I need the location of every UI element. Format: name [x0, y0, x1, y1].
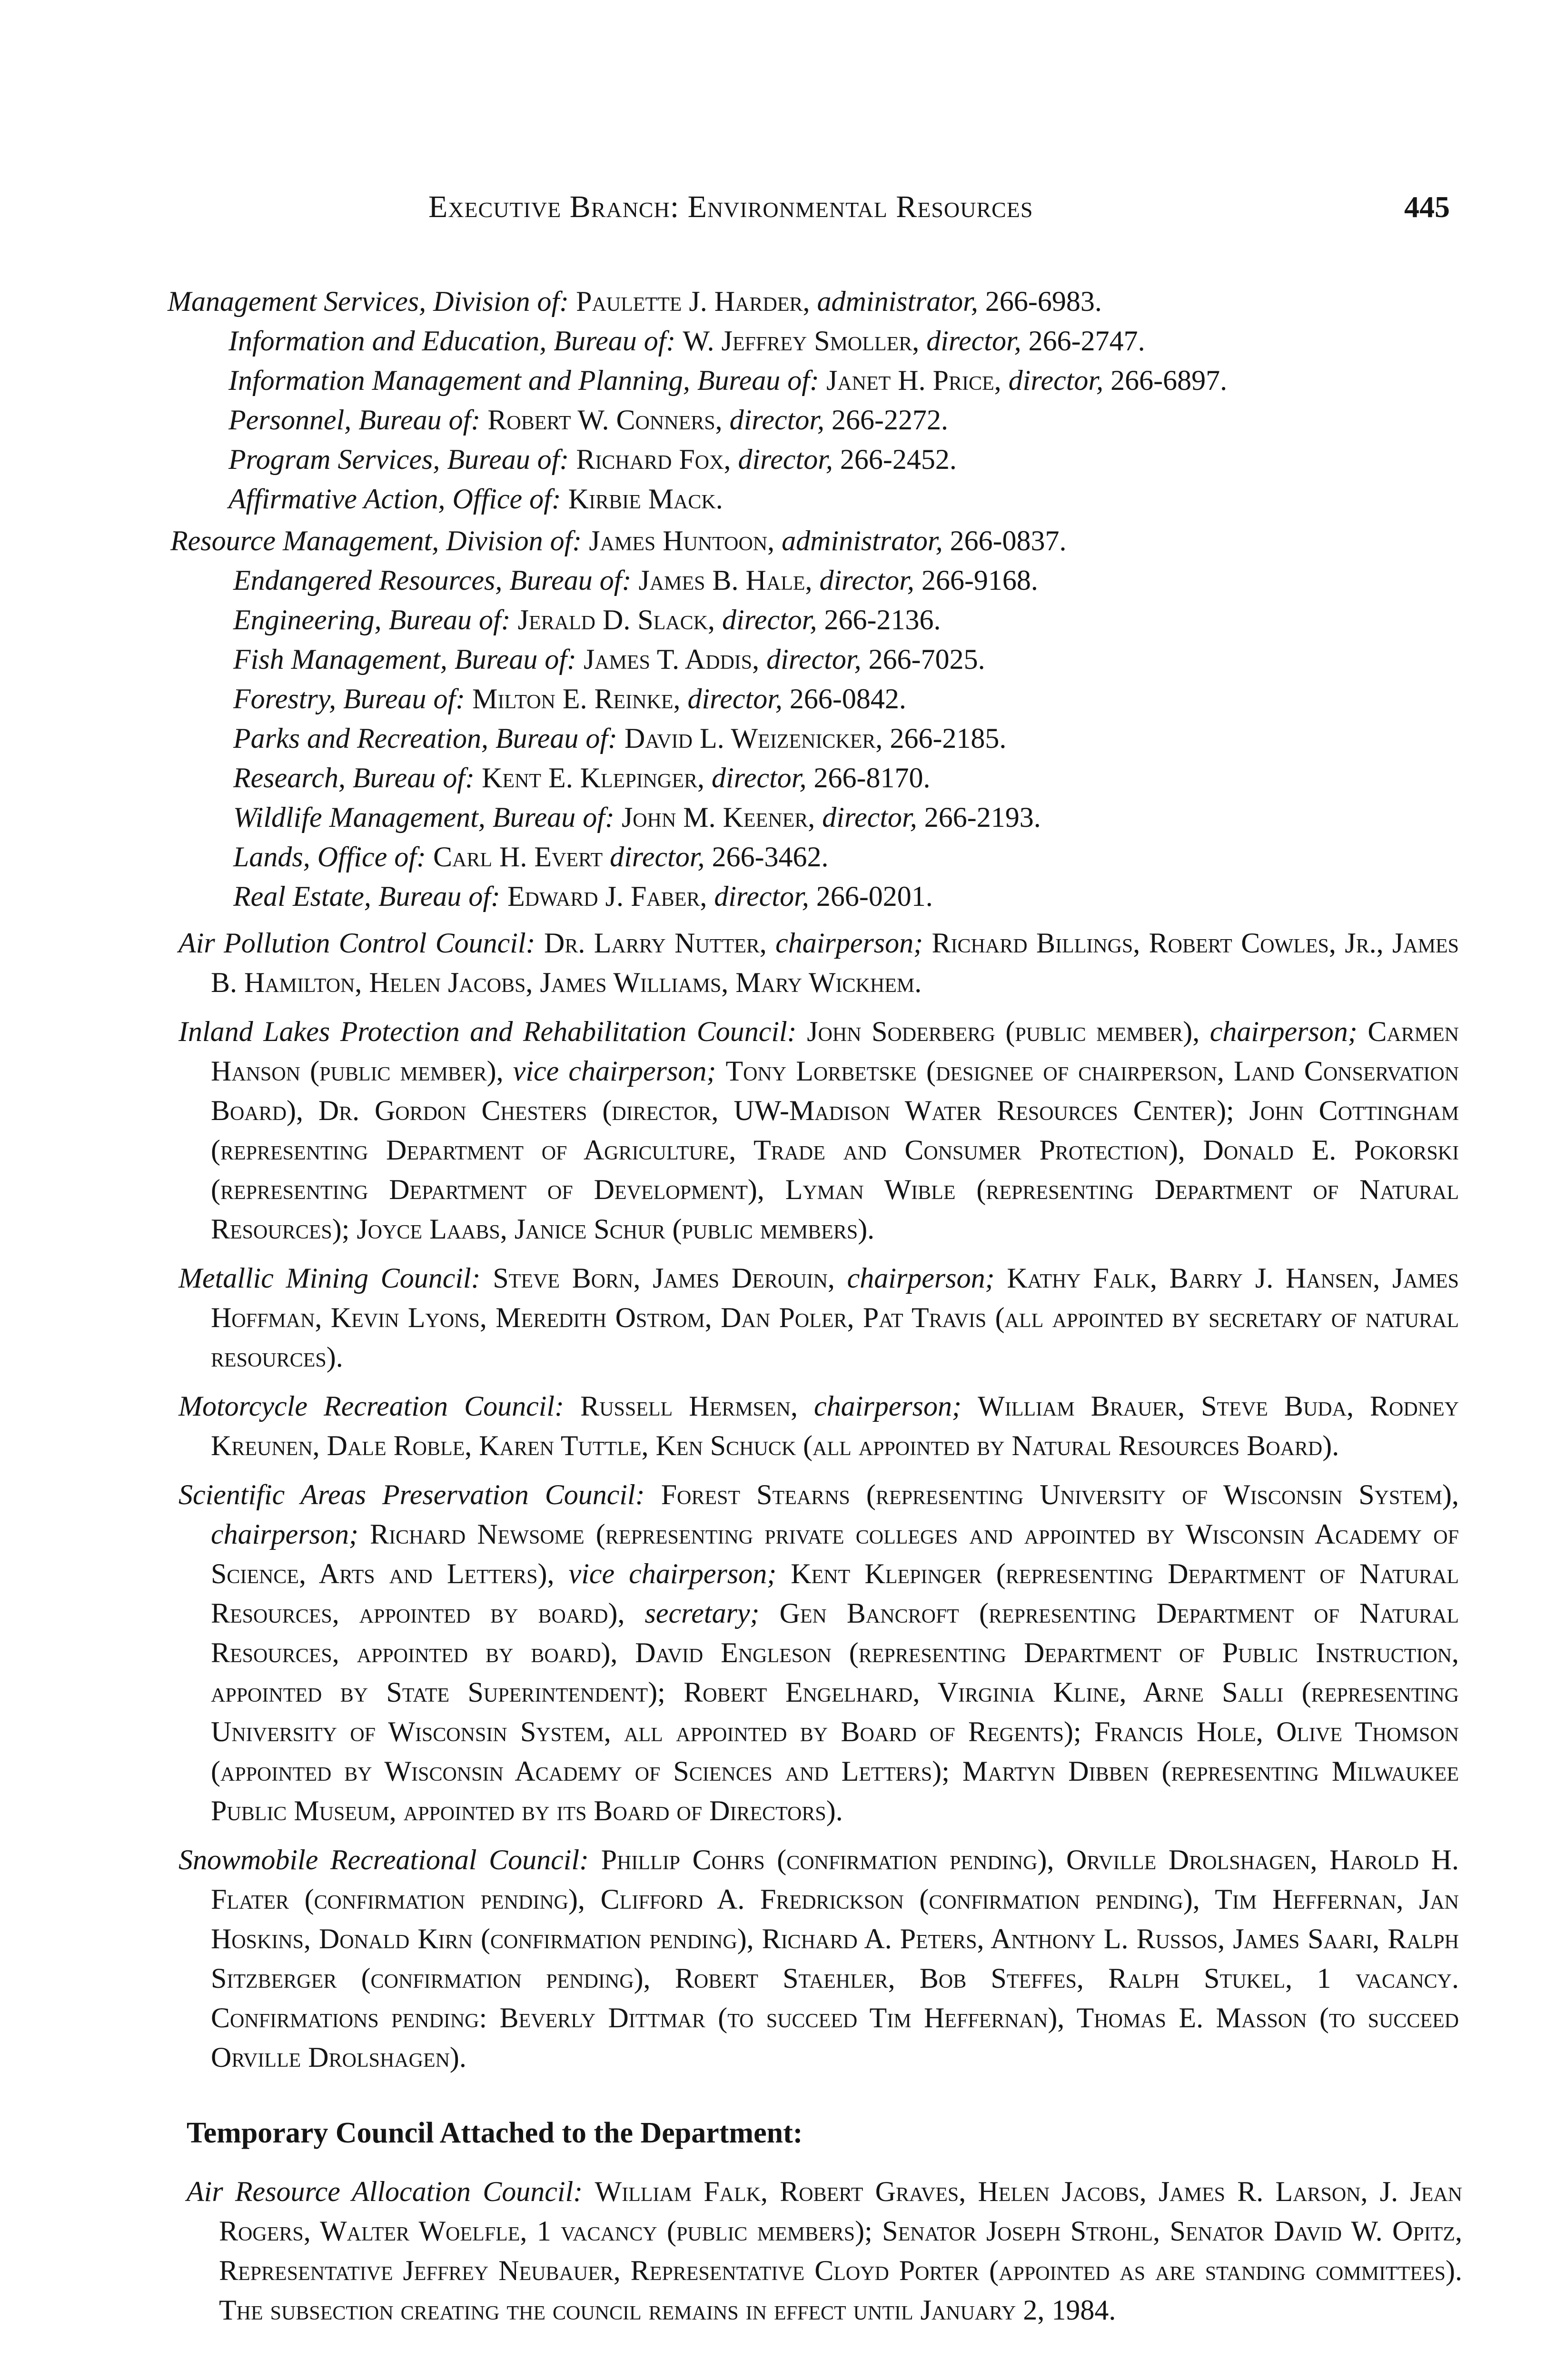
section-heading: Temporary Council Attached to the Department:	[187, 2117, 803, 2149]
council-role: chairperson;	[1209, 1016, 1358, 1047]
council-role: chairperson;	[211, 1518, 358, 1550]
division-phone: 266-6983.	[985, 286, 1102, 317]
resource-management-entry	[170, 521, 1456, 561]
bureau-director-name: Milton E. Reinke,	[472, 683, 681, 714]
bureau-role: director,	[687, 683, 783, 714]
council-label: Air Pollution Control Council:	[178, 927, 535, 959]
bureau-entry	[228, 361, 1453, 400]
bureau-phone: 266-7025.	[868, 644, 985, 675]
bureau-phone: 266-0842.	[789, 683, 906, 714]
bureau-entry	[233, 679, 1456, 719]
council-role: vice chairperson;	[568, 1558, 777, 1589]
page-number: 445	[1404, 190, 1450, 224]
bureau-label: Engineering, Bureau of:	[233, 604, 511, 635]
bureau-director-name: W. Jeffrey Smoller,	[683, 325, 920, 357]
bureau-label: Wildlife Management, Bureau of:	[233, 802, 614, 833]
office-label: Lands, Office of:	[233, 841, 426, 873]
council-role: chairperson;	[775, 927, 923, 959]
division-phone: 266-0837.	[950, 525, 1067, 556]
council-members: Steve Born, James Derouin,	[493, 1262, 835, 1294]
management-services-section	[168, 282, 1453, 519]
bureau-label: Real Estate, Bureau of:	[233, 881, 500, 912]
office-entry	[228, 479, 1453, 519]
council-label: Scientific Areas Preservation Council:	[178, 1479, 645, 1510]
bureau-phone: 266-0201.	[816, 881, 933, 912]
council-scientific-areas	[178, 1475, 1459, 1831]
bureau-director-name: James T. Addis,	[583, 644, 760, 675]
bureau-entry	[228, 400, 1453, 440]
administrator-name: Paulette J. Harder,	[576, 286, 810, 317]
bureau-entry	[228, 440, 1453, 479]
council-air-pollution	[178, 923, 1459, 1002]
bureau-director-name: Kent E. Klepinger,	[482, 762, 705, 793]
office-head-name: Kirbie Mack.	[568, 483, 723, 515]
division-label: Management Services, Division of:	[168, 286, 569, 317]
administrator-role: administrator,	[782, 525, 943, 556]
bureau-role: director,	[722, 604, 817, 635]
office-entry	[233, 837, 1456, 877]
office-phone: 266-3462.	[712, 841, 829, 873]
council-members: William Falk, Robert Graves, Helen Jacobs, James R. Larson, J. Jean Rogers, Walter Woelfle, 1 vacancy (public members); Senator Joseph Strohl, Senator David W. Opitz, Representative Jeffrey Neubauer, Representative Cloyd Porter (appointed as are standing committees). The subsection creating the council remains in effect until January 2, 1984.	[219, 2176, 1462, 2326]
bureau-role: director,	[712, 762, 807, 793]
bureau-phone: 266-2452.	[840, 444, 957, 475]
bureau-entry	[233, 758, 1456, 798]
council-inland-lakes	[178, 1012, 1459, 1249]
division-label: Resource Management, Division of:	[170, 525, 582, 556]
council-air-resource-allocation	[187, 2172, 1462, 2330]
council-role: secretary;	[644, 1597, 760, 1629]
council-snowmobile	[178, 1840, 1459, 2077]
bureau-phone: 266-9168.	[921, 565, 1038, 596]
bureau-director-name: Jerald D. Slack,	[517, 604, 715, 635]
council-members: William Brauer, Steve Buda, Rodney Kreunen, Dale Roble, Karen Tuttle, Ken Schuck (all appointed by Natural Resources Board).	[211, 1390, 1459, 1461]
bureau-entry	[233, 600, 1456, 640]
council-label: Air Resource Allocation Council:	[187, 2176, 583, 2207]
office-role: director,	[610, 841, 705, 873]
office-label: Affirmative Action, Office of:	[228, 483, 561, 515]
council-members: Tony Lorbetske (designee of chairperson, Land Conservation Board), Dr. Gordon Chesters (director, UW-Madison Water Resources Center); John Cottingham (representing Department of Agriculture, Trade and Consumer Protection), Donald E. Pokorski (representing Department of Development), Lyman Wible (representing Department of Natural Resources); Joyce Laabs, Janice Schur (public members).	[211, 1055, 1459, 1245]
bureau-director-name: John M. Keener,	[621, 802, 815, 833]
council-label: Snowmobile Recreational Council:	[178, 1844, 589, 1875]
council-role: vice chairperson;	[513, 1055, 716, 1087]
council-members: John Soderberg (public member),	[807, 1016, 1200, 1047]
bureau-label: Information and Education, Bureau of:	[228, 325, 676, 357]
page-header: Executive Branch: Environmental Resources	[428, 189, 1033, 224]
councils-section	[178, 923, 1459, 2077]
resource-management-section	[170, 521, 1456, 916]
bureau-role: director,	[714, 881, 809, 912]
bureau-director-name: James B. Hale,	[638, 565, 813, 596]
bureau-label: Forestry, Bureau of:	[233, 683, 466, 714]
council-members: Kent Klepinger (representing Department of Natural Resources, appointed by board),	[211, 1558, 1459, 1629]
council-motorcycle	[178, 1387, 1459, 1466]
bureau-role: director,	[738, 444, 833, 475]
council-members: Russell Hermsen,	[580, 1390, 798, 1422]
bureau-entry	[233, 640, 1456, 679]
administrator-name: James Huntoon,	[589, 525, 775, 556]
administrator-role: administrator,	[817, 286, 978, 317]
bureau-entry	[233, 877, 1456, 916]
bureau-label: Personnel, Bureau of:	[228, 404, 481, 436]
council-members: Kathy Falk, Barry J. Hansen, James Hoffman, Kevin Lyons, Meredith Ostrom, Dan Poler, Pat Travis (all appointed by secretary of natural resources).	[211, 1262, 1459, 1373]
bureau-phone: 266-2193.	[924, 802, 1041, 833]
bureau-director-name: David L. Weizenicker,	[624, 723, 883, 754]
bureau-entry	[233, 719, 1456, 758]
council-members: Gen Bancroft (representing Department of Natural Resources, appointed by board), David Engleson (representing Department of Public Instruction, appointed by State Superintendent); Robert Engelhard, Virginia Kline, Arne Salli (representing University of Wisconsin System, all appointed by Board of Regents); Francis Hole, Olive Thomson (appointed by Wisconsin Academy of Sciences and Letters); Martyn Dibben (representing Milwaukee Public Museum, appointed by its Board of Directors).	[211, 1597, 1459, 1826]
council-metallic-mining	[178, 1259, 1459, 1377]
bureau-label: Parks and Recreation, Bureau of:	[233, 723, 618, 754]
bureau-phone: 266-2185.	[890, 723, 1007, 754]
council-role: chairperson;	[814, 1390, 962, 1422]
bureau-label: Research, Bureau of:	[233, 762, 475, 793]
bureau-phone: 266-8170.	[813, 762, 931, 793]
bureau-director-name: Robert W. Conners,	[487, 404, 723, 436]
bureau-director-name: Janet H. Price,	[826, 365, 1001, 396]
council-members: Carmen Hanson (public member),	[211, 1016, 1459, 1087]
bureau-label: Information Management and Planning, Bureau of:	[228, 365, 819, 396]
bureau-director-name: Richard Fox,	[576, 444, 731, 475]
council-members: Dr. Larry Nutter,	[544, 927, 767, 959]
council-members: Phillip Cohrs (confirmation pending), Orville Drolshagen, Harold H. Flater (confirmation pending), Clifford A. Fredrickson (confirmation pending), Tim Heffernan, Jan Hoskins, Donald Kirn (confirmation pending), Richard A. Peters, Anthony L. Russos, James Saari, Ralph Sitzberger (confirmation pending), Robert Staehler, Bob Steffes, Ralph Stukel, 1 vacancy. Confirmations pending: Beverly Dittmar (to succeed Tim Heffernan), Thomas E. Masson (to succeed Orville Drolshagen).	[211, 1844, 1459, 2073]
office-head-name: Carl H. Evert	[433, 841, 603, 873]
bureau-entry	[228, 321, 1453, 361]
bureau-role: director,	[1008, 365, 1104, 396]
bureau-role: director,	[926, 325, 1021, 357]
council-role: chairperson;	[847, 1262, 995, 1294]
bureau-entry	[233, 798, 1456, 837]
bureau-phone: 266-2272.	[832, 404, 949, 436]
bureau-director-name: Edward J. Faber,	[507, 881, 707, 912]
temporary-council-section	[187, 2113, 1462, 2330]
council-label: Metallic Mining Council:	[178, 1262, 481, 1294]
bureau-role: director,	[819, 565, 914, 596]
bureau-phone: 266-2747.	[1028, 325, 1145, 357]
bureau-role: director,	[729, 404, 825, 436]
bureau-label: Program Services, Bureau of:	[228, 444, 569, 475]
council-label: Motorcycle Recreation Council:	[178, 1390, 565, 1422]
bureau-role: director,	[766, 644, 862, 675]
council-members: Richard Newsome (representing private colleges and appointed by Wisconsin Academy of Science, Arts and Letters),	[211, 1518, 1459, 1589]
bureau-label: Fish Management, Bureau of:	[233, 644, 576, 675]
bureau-entry	[233, 561, 1456, 600]
council-members: Forest Stearns (representing University of Wisconsin System),	[661, 1479, 1459, 1510]
bureau-role: director,	[822, 802, 917, 833]
bureau-label: Endangered Resources, Bureau of:	[233, 565, 632, 596]
bureau-phone: 266-6897.	[1110, 365, 1228, 396]
management-services-entry	[168, 282, 1453, 321]
bureau-phone: 266-2136.	[824, 604, 941, 635]
council-members: Richard Billings, Robert Cowles, Jr., James B. Hamilton, Helen Jacobs, James Williams, Mary Wickhem.	[211, 927, 1459, 998]
council-label: Inland Lakes Protection and Rehabilitation Council:	[178, 1016, 797, 1047]
